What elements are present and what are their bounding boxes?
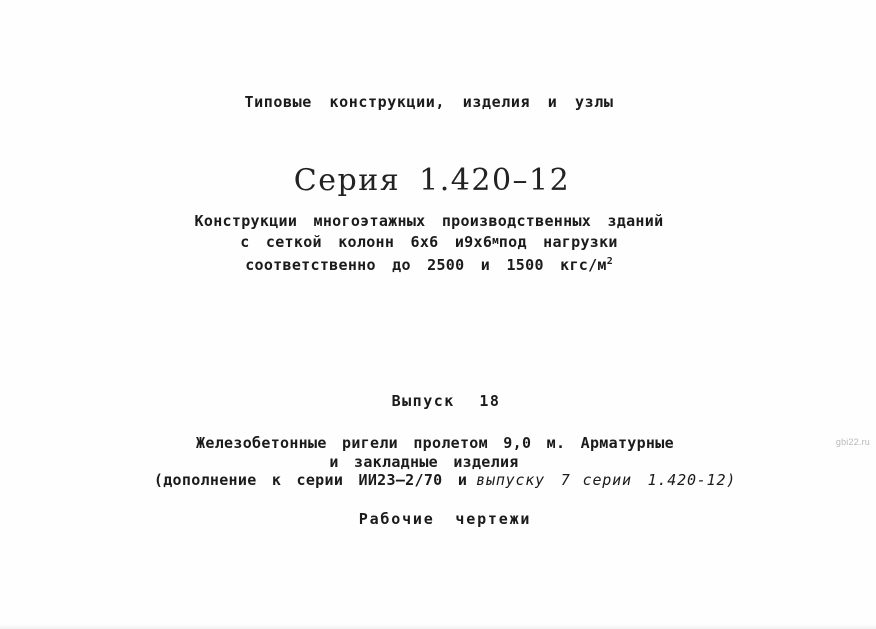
amendment-line (7, 471, 876, 490)
series-description (0, 211, 867, 275)
issue-number: Выпуск 18 (391, 392, 501, 410)
squared-superscript: 2 (606, 256, 613, 267)
work-type-line: Рабочие чертежи (358, 510, 532, 528)
description-line-2 (0, 231, 867, 252)
subject-line-2: и закладные изделия (329, 452, 519, 471)
description-line-3 (0, 252, 867, 275)
description-line-2-tail: под нагрузки (498, 233, 618, 251)
description-line-1: Конструкции многоэтажных производственных зданий (194, 212, 664, 230)
document-category-line: Типовые конструкции, изделия и узлы (244, 93, 614, 111)
amendment-typed-text: (дополнение к серии ИИ23–2/70 и (153, 471, 468, 489)
description-line-2-text: с сеткой колонн 6х6 и9х6 (240, 233, 493, 251)
subject-line-1: Железобетонные ригели пролетом 9,0 м. Арматурные (196, 434, 674, 452)
meters-superscript: м (492, 234, 499, 247)
amendment-inserted-series: серии 1.420-12) (582, 471, 737, 489)
amendment-inserted-issue: выпуску 7 (476, 471, 571, 489)
subject-block (0, 434, 876, 490)
site-watermark: gbi22.ru (835, 437, 870, 447)
description-line-3-text: соответственно до 2500 и 1500 кгс/м (245, 256, 607, 274)
series-title: Серия 1.420–12 (293, 163, 571, 198)
